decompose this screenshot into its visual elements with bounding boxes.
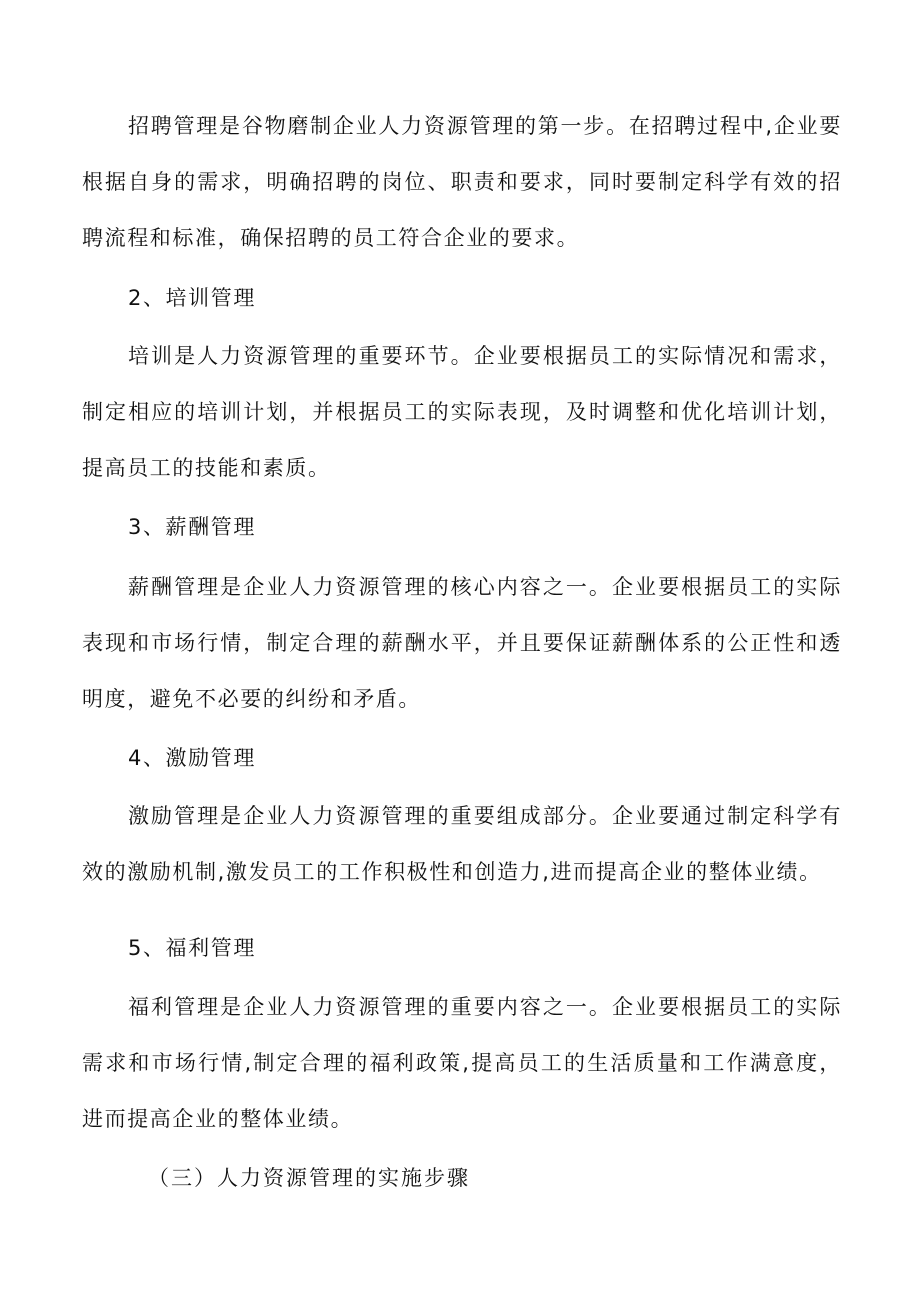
paragraph-incentive: 激励管理是企业人力资源管理的重要组成部分。企业要通过制定科学有效的激励机制,激发员工的工作积极性和创造力,进而提高企业的整体业绩。 — [82, 804, 842, 884]
paragraph-recruitment: 招聘管理是谷物磨制企业人力资源管理的第一步。在招聘过程中,企业要根据自身的需求，明确招聘的岗位、职责和要求，同时要制定科学有效的招聘流程和标准，确保招聘的员工符合企业的要求。 — [82, 114, 842, 250]
heading-incentive: 4、激励管理 — [128, 746, 256, 770]
heading-welfare: 5、福利管理 — [128, 936, 256, 960]
heading-compensation: 3、薪酬管理 — [128, 515, 256, 539]
heading-training: 2、培训管理 — [128, 286, 256, 310]
paragraph-compensation: 薪酬管理是企业人力资源管理的核心内容之一。企业要根据员工的实际表现和市场行情，制定合理的薪酬水平，并且要保证薪酬体系的公正性和透明度，避免不必要的纠纷和矛盾。 — [82, 575, 842, 711]
section-heading-implementation: （三）人力资源管理的实施步骤 — [148, 1166, 470, 1190]
paragraph-training: 培训是人力资源管理的重要环节。企业要根据员工的实际情况和需求，制定相应的培训计划，并根据员工的实际表现，及时调整和优化培训计划，提高员工的技能和素质。 — [82, 344, 842, 480]
paragraph-welfare: 福利管理是企业人力资源管理的重要内容之一。企业要根据员工的实际需求和市场行情,制定合理的福利政策,提高员工的生活质量和工作满意度，进而提高企业的整体业绩。 — [82, 995, 842, 1131]
